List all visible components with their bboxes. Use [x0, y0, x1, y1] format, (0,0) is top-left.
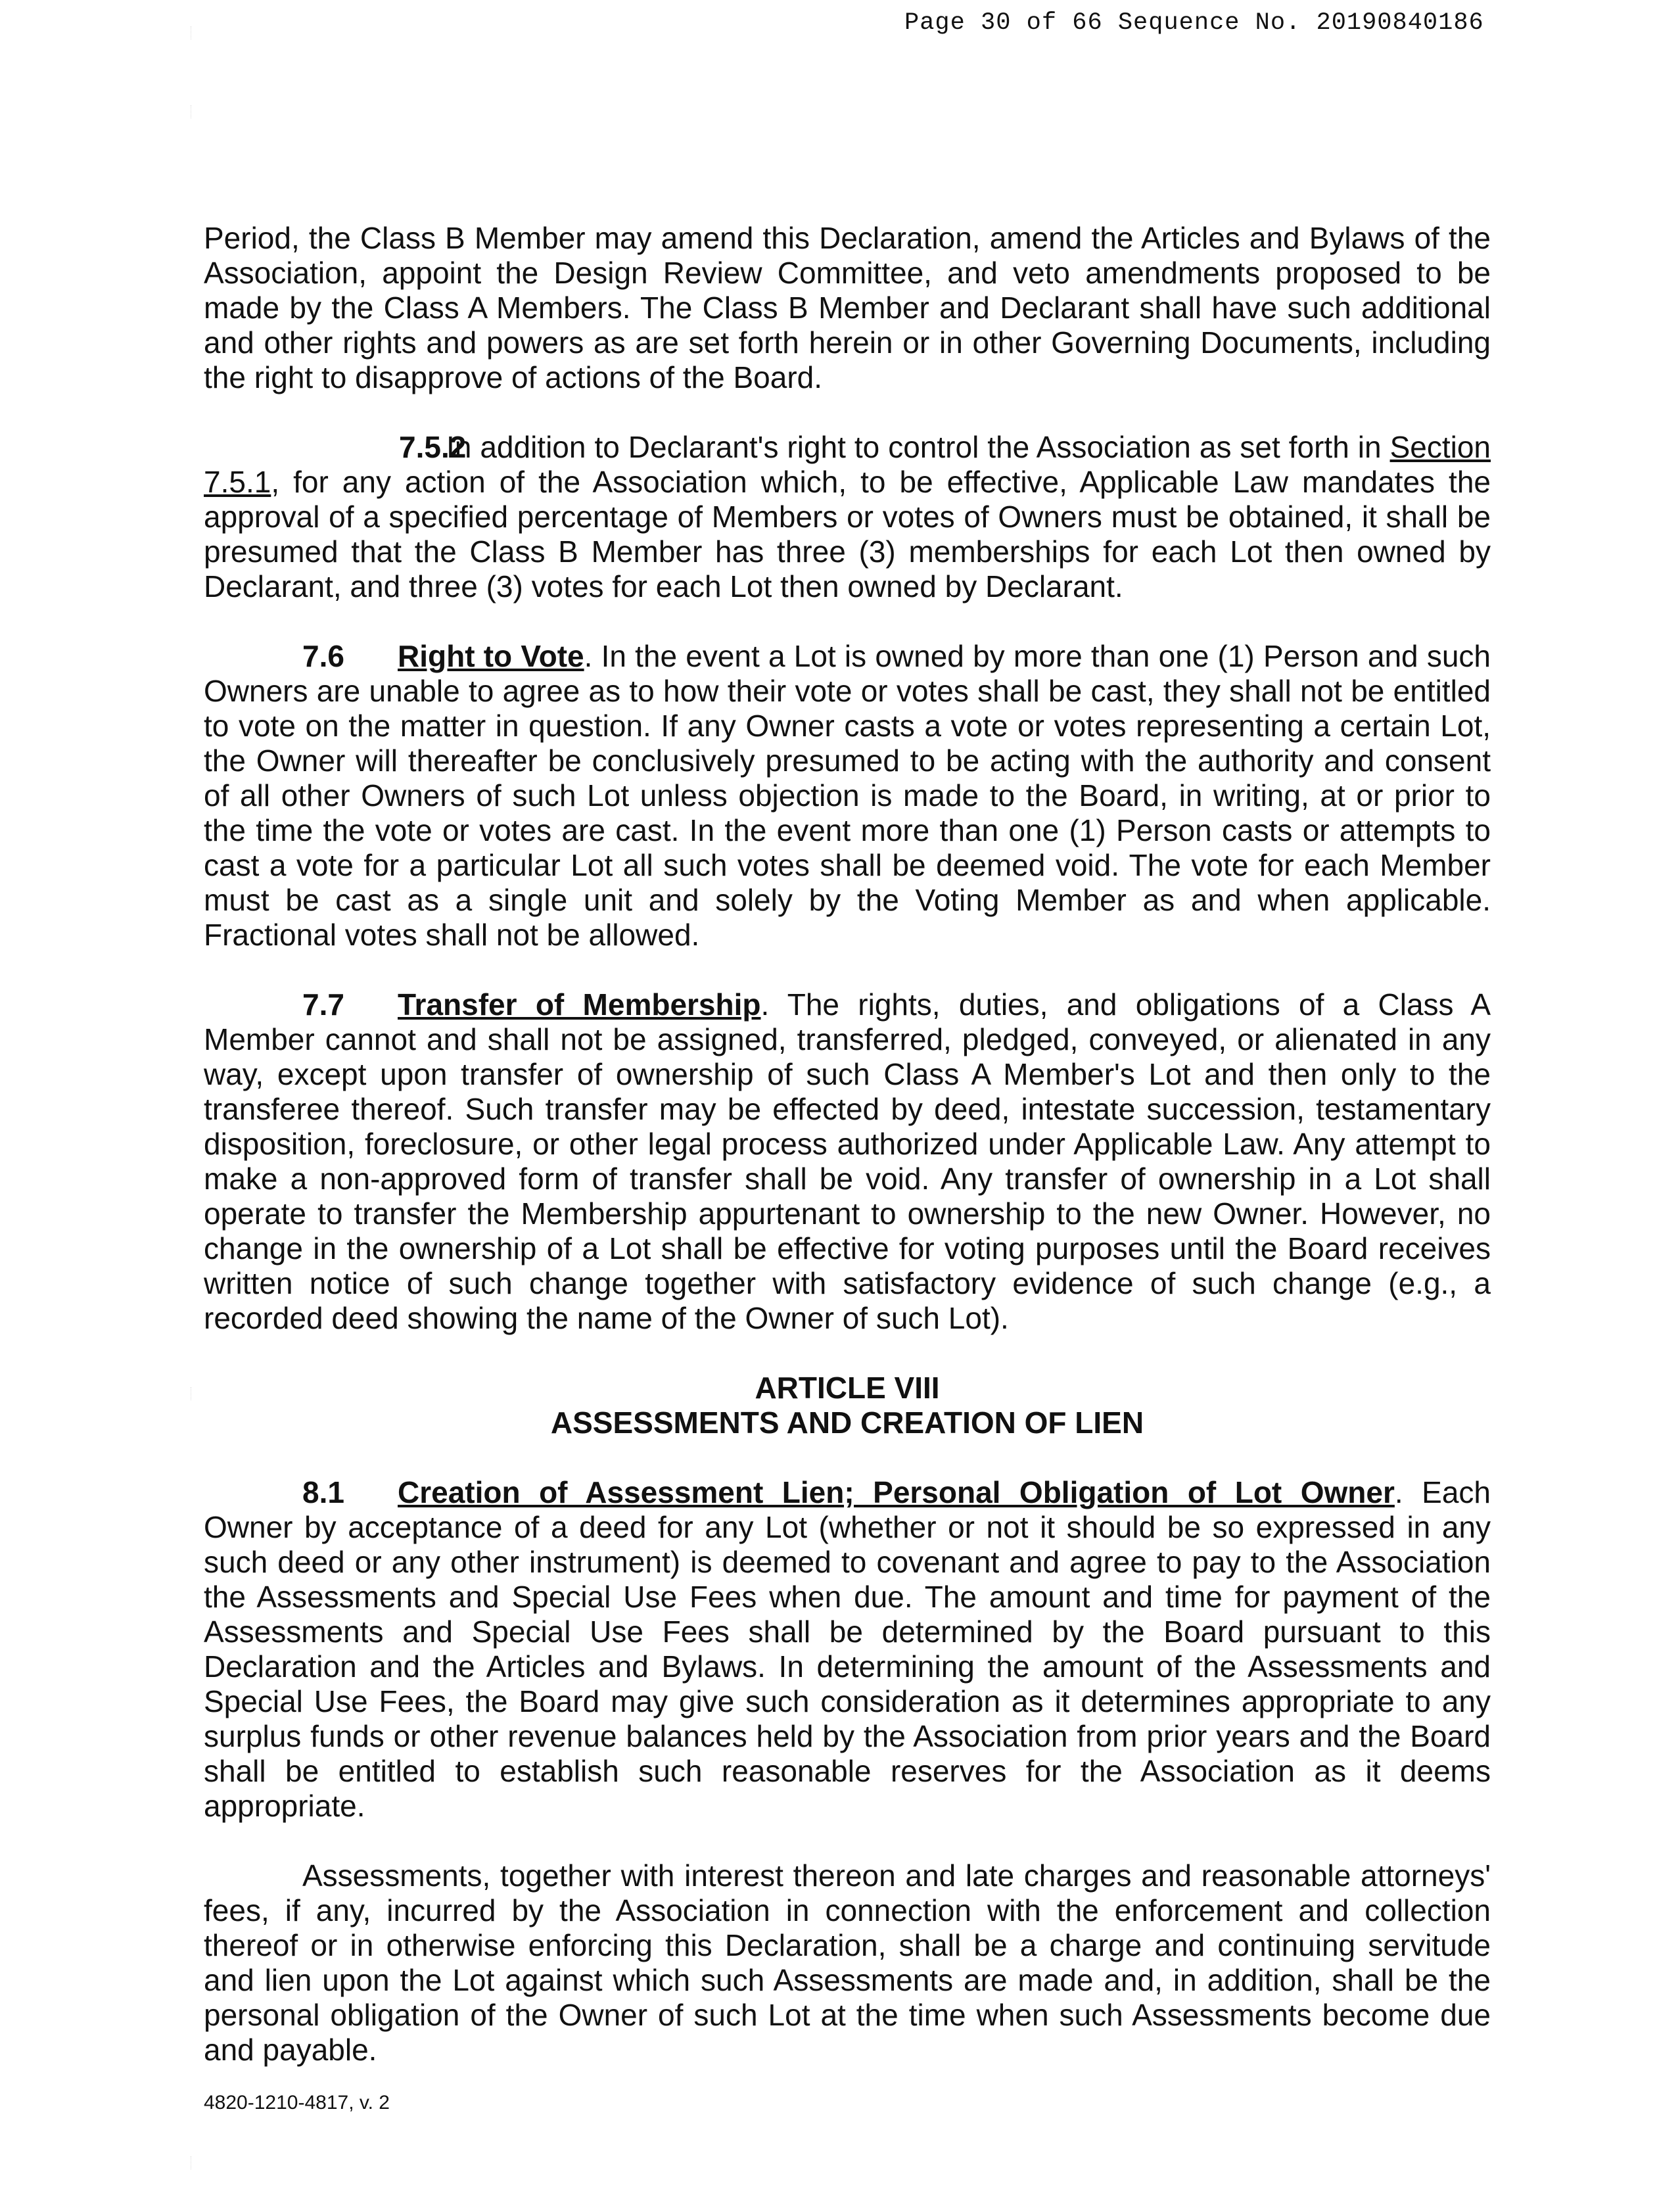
section-text: . Each Owner by acceptance of a deed for any Lot (whether or not it should be so expressed in any such deed or any other instrument) is deemed to covenant and agree to pay to the Association the Assessments and Special Use Fees when due. The amount and time for payment of the Assessments and Special Use Fees shall be determined by the Board pursuant to this Declaration and the Articles and Bylaws. In determining the amount of the Assessments and Special Use Fees, the Board may give such consideration as it determines appropriate to any surplus funds or other revenue balances held by the Association from prior years and the Board shall be entitled to establish such reasonable reserves for the Association as it deems appropriate. [204, 1475, 1491, 1823]
section-text: . In the event a Lot is owned by more than one (1) Person and such Owners are unable to agree as to how their vote or votes shall be cast, they shall not be entitled to vote on the matter in question. If any Owner casts a vote or votes representing a certain Lot, the Owner will thereafter be conclusively presumed to be acting with the authority and consent of all other Owners of such Lot unless objection is made to the Board, in writing, at or prior to the time the vote or votes are cast. In the event more than one (1) Person casts or attempts to cast a vote for a particular Lot all such votes shall be deemed void. The vote for each Member must be cast as a single unit and solely by the Voting Member as and when applicable. Fractional votes shall not be allowed. [204, 639, 1491, 952]
section-number: 7.5.2 [399, 430, 467, 464]
section-reference-link[interactable]: Section 7.5.1 [204, 430, 1491, 499]
article-subtitle: ASSESSMENTS AND CREATION OF LIEN [550, 1406, 1144, 1440]
section-8-1 [204, 1475, 1491, 1824]
paragraph-continuation: Period, the Class B Member may amend this Declaration, amend the Articles and Bylaws of the Association, appoint the Design Review Committee, and veto amendments proposed to be made by the Class A Members. The Class B Member and Declarant shall have such additional and other rights and powers as are set forth herein or in other Governing Documents, including the right to disapprove of actions of the Board. [204, 221, 1491, 394]
document-id-footer: 4820-1210-4817, v. 2 [204, 2092, 390, 2114]
section-text: . The rights, duties, and obligations of a Class A Member cannot and shall not be assigned, transferred, pledged, conveyed, or alienated in any way, except upon transfer of ownership of such Class A Member's Lot and then only to the transferee thereof. Such transfer may be effected by deed, intestate succession, testamentary disposition, foreclosure, or other legal process authorized under Applicable Law. Any attempt to make a non-approved form of transfer shall be void. Any transfer of ownership in a Lot shall operate to transfer the Membership appurtenant to ownership to the new Owner. However, no change in the ownership of a Lot shall be effective for voting purposes until the Board receives written notice of such change together with satisfactory evidence of such change (e.g., a recorded deed showing the name of the Owner of such Lot). [204, 987, 1491, 1335]
section-text: , for any action of the Association which, to be effective, Applicable Law mandates the approval of a specified percentage of Members or votes of Owners must be obtained, it shall be presumed that the Class B Member has three (3) memberships for each Lot then owned by Declarant, and three (3) votes for each Lot then owned by Declarant. [204, 465, 1491, 603]
scan-artifact [191, 105, 218, 118]
section-7-6 [204, 639, 1491, 953]
section-7-7 [204, 987, 1491, 1336]
article-title: ARTICLE VIII [755, 1371, 940, 1405]
section-heading: Right to Vote [398, 639, 584, 673]
section-number: 8.1 [302, 1475, 344, 1509]
page-sequence-header: Page 30 of 66 Sequence No. 20190840186 [904, 9, 1484, 37]
paragraph-assessments: Assessments, together with interest thereon and late charges and reasonable attorneys' fees, if any, incurred by the Association in connection with the enforcement and collection thereof or in otherwise enforcing this Declaration, shall be a charge and continuing servitude and lien upon the Lot against which such Assessments are made and, in addition, shall be the personal obligation of the Owner of such Lot at the time when such Assessments become due and payable. [204, 1858, 1491, 2067]
scan-artifact [191, 26, 218, 39]
scan-artifact [191, 2156, 218, 2169]
section-heading: Transfer of Membership [398, 987, 761, 1022]
section-number: 7.6 [302, 639, 344, 673]
document-body [204, 221, 1491, 2102]
section-heading: Creation of Assessment Lien; Personal Obligation of Lot Owner [398, 1475, 1395, 1509]
article-heading [204, 1371, 1491, 1440]
section-text: In addition to Declarant's right to control the Association as set forth in [446, 430, 1390, 464]
section-number: 7.7 [302, 987, 344, 1022]
section-7-5-2 [204, 430, 1491, 604]
